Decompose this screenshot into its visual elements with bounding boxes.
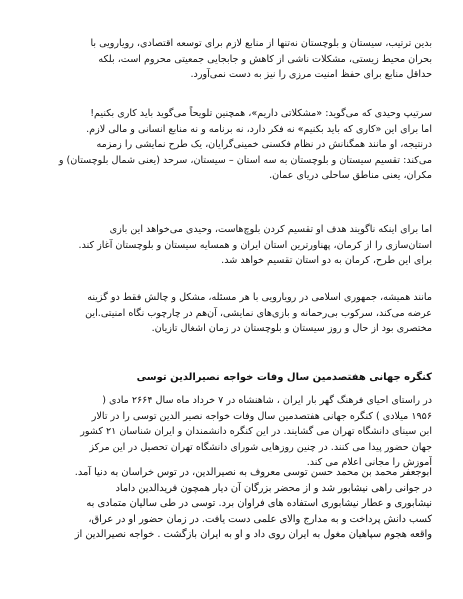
text-line: می‌کند: تقسیم سیستان و بلوچستان به سه استان – سیستان، سرحد (یعنی شمال بلوچستان) و (58, 154, 432, 166)
text-line: عرضه می‌کند، سرکوب بی‌رحمانه و بازی‌های نمایشی، آن‌هم در چارچوب نگاه امنیتی.این (85, 307, 432, 319)
paragraph-border-security (32, 36, 432, 83)
text-line: حداقل منابع برای حفظ امنیت مرزی را نیز به دست نمی‌آورد. (190, 69, 432, 81)
text-line: اما برای این «کاری که باید بکنیم» نه فکر دارد، نه برنامه و نه منابع انسانی و مالی لازم. (86, 123, 432, 135)
text-line: درنتیجه، او مانند همگنانش در نظام فکسنی خمینی‌گرایان، یک طرح نمایشی را زمزمه (96, 139, 432, 151)
text-line: کسب دانش پرداخت و به مدارج والای علمی دست یافت. در زمان حضور او در عراق، (88, 513, 432, 525)
text-line: مختصری بود از حال و روز سیستان و بلوچستان در زمان اشغال تازیان. (151, 323, 432, 335)
paragraph-congress (32, 393, 432, 471)
paragraph-conclusion (32, 290, 432, 337)
text-line: مکران، یعنی مناطق ساحلی دریای عمان. (269, 170, 432, 182)
text-line: مانند همیشه، جمهوری اسلامی در رویارویی با هر مسئله، مشکل و چالش فقط دو گزینه (87, 292, 432, 303)
paragraph-kerman-division (32, 222, 432, 269)
text-line: واقعه هجوم سپاهیان مغول به ایران روی داد و او به ایران بازگشت . خواجه نصیرالدین از (74, 529, 432, 541)
text-line: برای این طرح، کرمان به دو استان تقسیم خواهد شد. (221, 255, 432, 267)
section-heading: کنگره جهانی هفتصدمین سال وفات خواجه نصیرالدین توسی (136, 372, 432, 383)
text-line: بحران محیط زیستی، مشکلات ناشی از کاهش و جابجایی جمعیتی محروم است، بلکه (98, 53, 432, 65)
text-line: جهان حضور پیدا می کنند. در چنین روزهایی شورای دانشگاه تهران تحصیل در این مرکز (89, 441, 432, 453)
text-line: نیشابوری و عطار نیشابوری استفاده های فراوان برد. توسی در طی سالیان متمادی به (86, 498, 432, 510)
text-line: در راستای احیای فرهنگ گهر بار ایران ، شاهنشاه در ۷ خرداد ماه سال ۲۶۶۴ مادی ( (102, 395, 432, 406)
text-line: ابن سینای دانشگاه تهران می گشایند. در این کنگره دانشمندان و ایران شناسان ۲۱ کشور (80, 426, 432, 438)
text-line: ابوجعفر محمد بن محمد حسن توسی معروف به نصیرالدین، در توس خراسان به دنیا آمد. (74, 467, 432, 478)
text-line: ۱۹۵۶ میلادی ) کنگره جهانی هفتصدمین سال وفات خواجه نصیر الدین توسی را در تالار (91, 410, 432, 422)
paragraph-biography (32, 465, 432, 543)
text-line: سرتیپ وحیدی که می‌گوید: «مشکلاتی داریم»، همچنین تلویحاً می‌گوید باید کاری بکنیم! (90, 108, 432, 119)
paragraph-vahidi-plan (32, 106, 432, 184)
text-line: بدین ترتیب، سیستان و بلوچستان نه‌تنها از منابع لازم برای توسعه اقتصادی، رویارویی با (90, 38, 432, 49)
text-line: آموزش را مجانی اعلام می کند. (306, 457, 432, 469)
text-line: در جوانی راهی نیشابور شد و از محضر بزرگان آن دیار همچون فریدالدین داماد (115, 482, 432, 494)
text-line: استان‌سازی را از کرمان، پهناورترین استان ایران و همسایه سیستان و بلوچستان آغاز کند. (78, 239, 432, 251)
text-line: اما برای اینکه ناگویند هدف او تقسیم کردن بلوچ‌هاست، وحیدی می‌خواهد این بازی (109, 224, 432, 235)
